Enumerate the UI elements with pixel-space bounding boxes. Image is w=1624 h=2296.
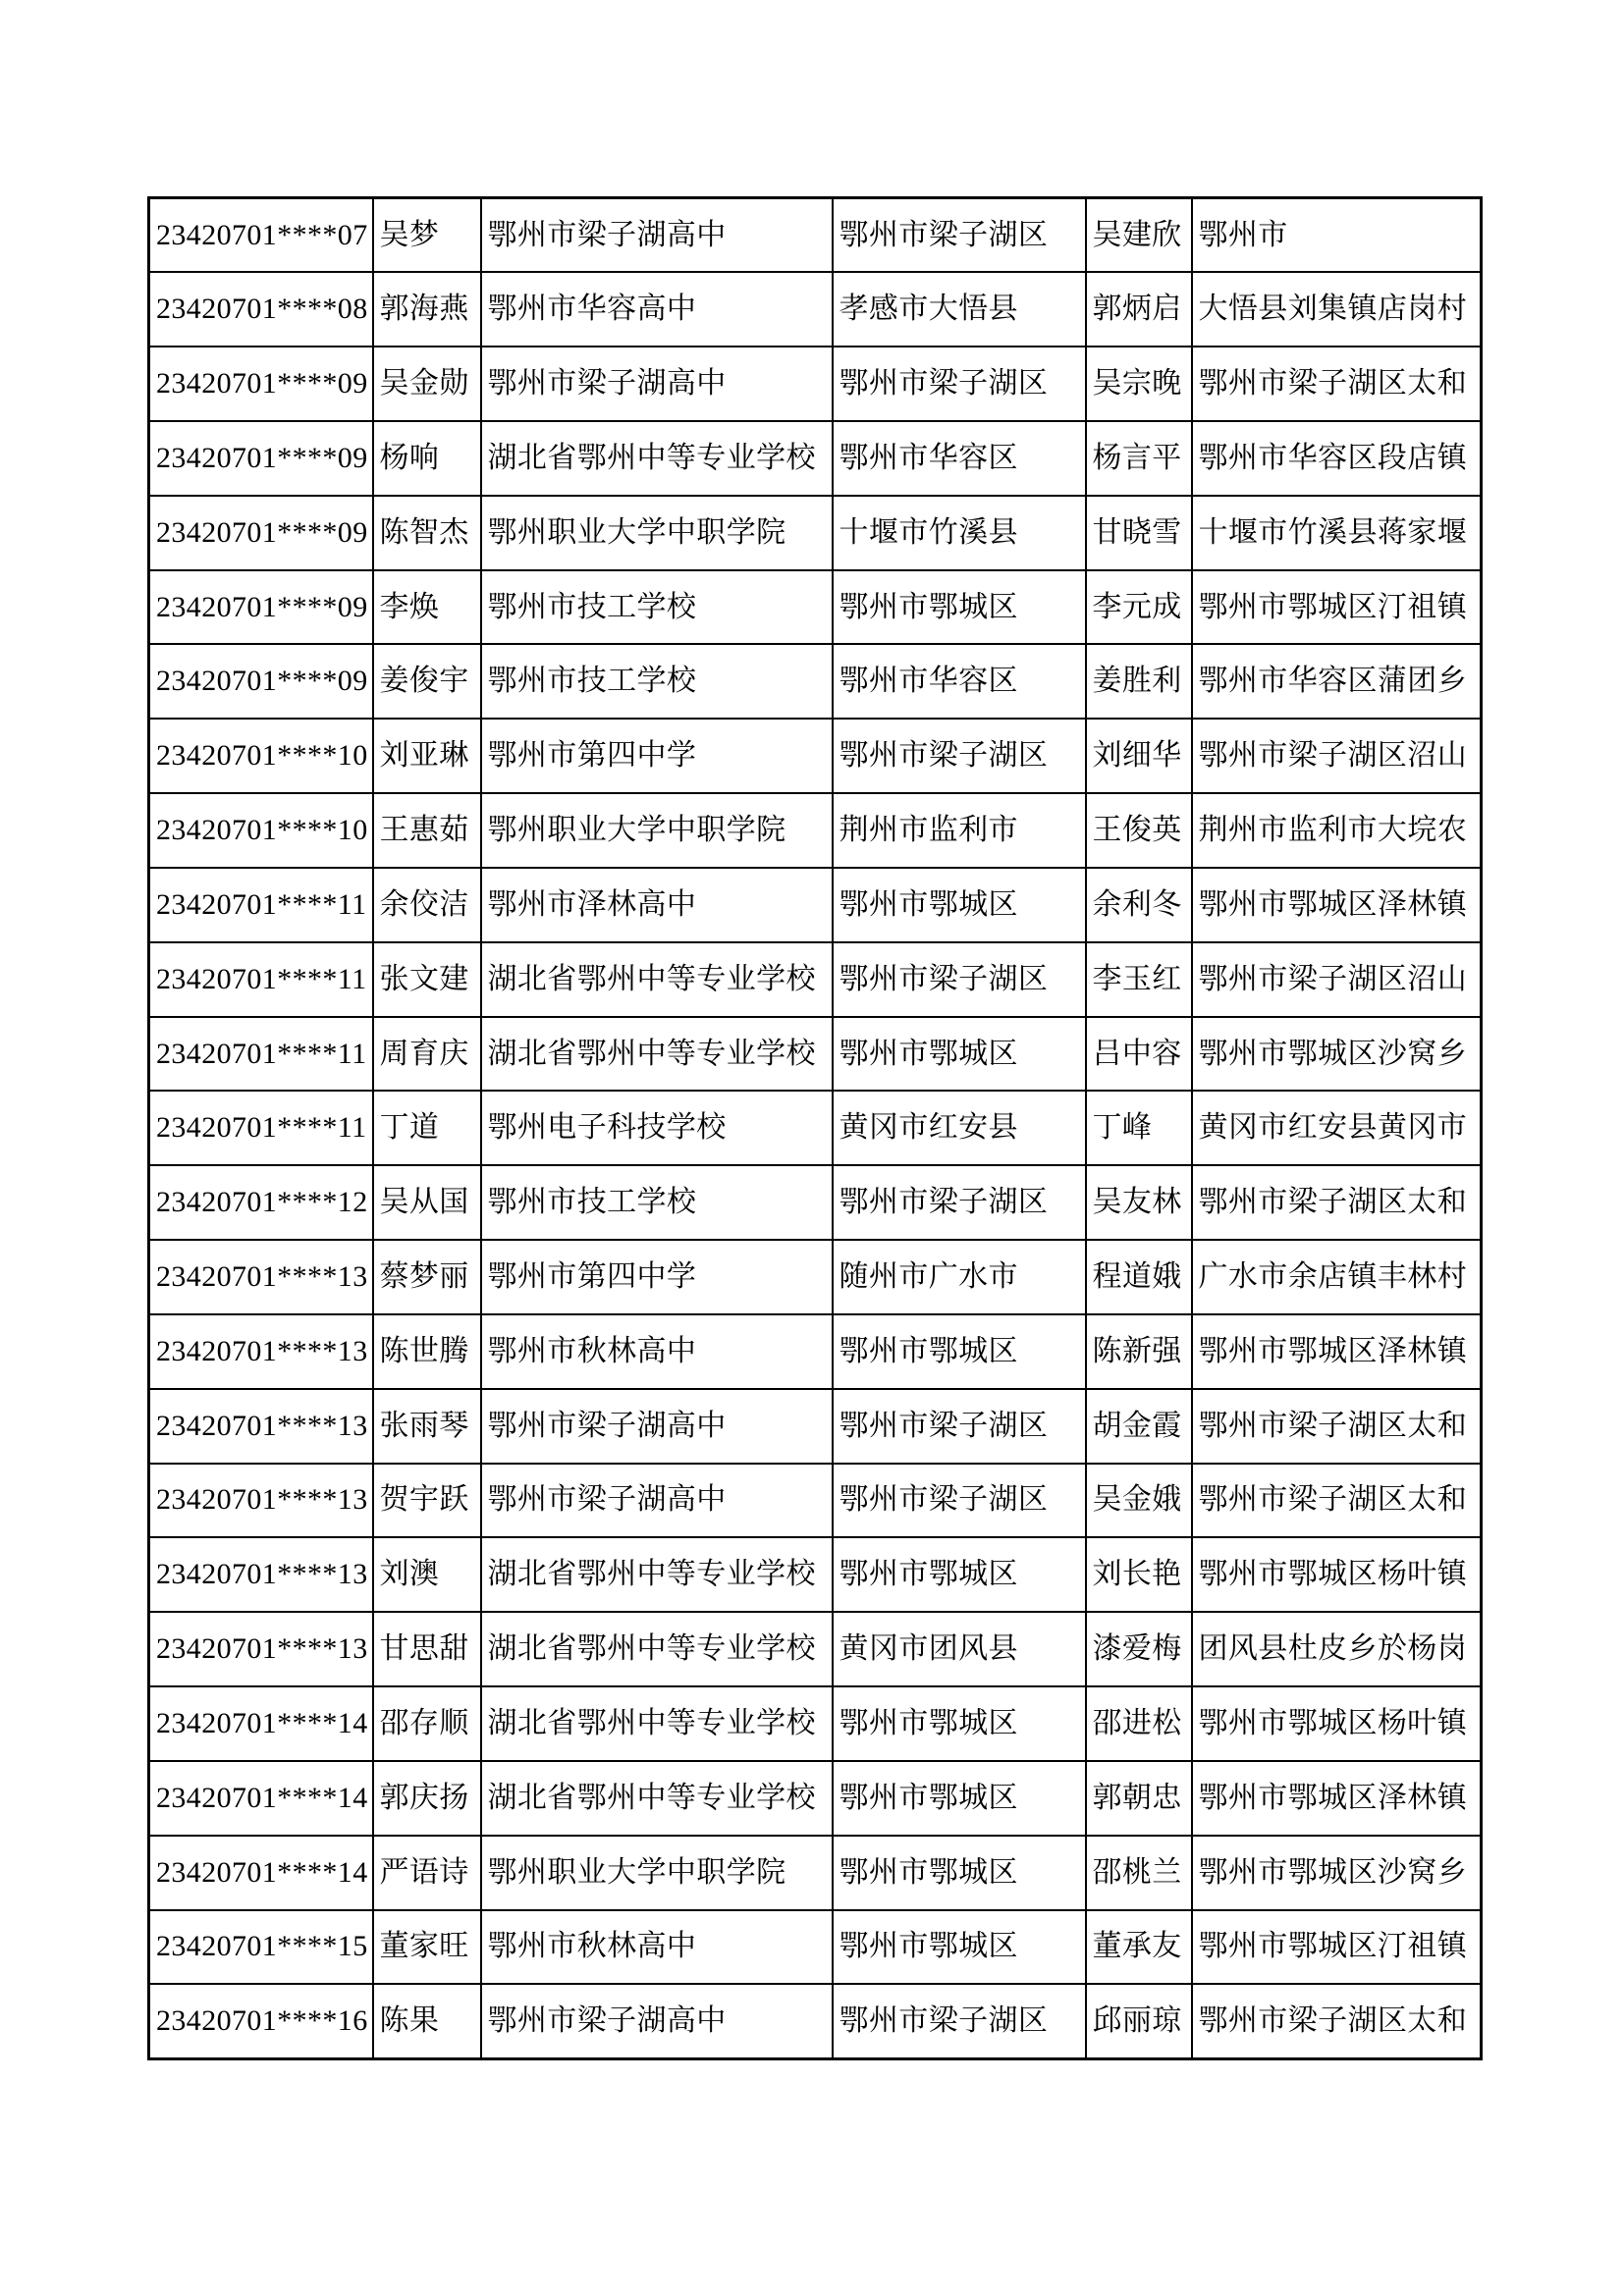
cell-address: 鄂州市鄂城区沙窝乡 <box>1192 1017 1482 1092</box>
cell-address: 鄂州市华容区蒲团乡 <box>1192 644 1482 719</box>
cell-guardian-name: 邵进松 <box>1086 1686 1192 1761</box>
table-row <box>149 570 1482 645</box>
cell-origin-region: 鄂州市鄂城区 <box>833 1836 1086 1910</box>
cell-student-name: 张雨琴 <box>373 1389 481 1464</box>
cell-address: 鄂州市梁子湖区太和 <box>1192 1984 1482 2058</box>
cell-guardian-name: 李玉红 <box>1086 942 1192 1017</box>
cell-school: 鄂州市梁子湖高中 <box>481 1389 833 1464</box>
table-row <box>149 942 1482 1017</box>
cell-student-name: 丁道 <box>373 1091 481 1165</box>
table-row <box>149 1017 1482 1092</box>
cell-school: 鄂州市秋林高中 <box>481 1910 833 1985</box>
cell-school: 鄂州市技工学校 <box>481 644 833 719</box>
cell-address: 鄂州市鄂城区杨叶镇 <box>1192 1537 1482 1612</box>
table-row <box>149 1612 1482 1686</box>
cell-origin-region: 鄂州市鄂城区 <box>833 1761 1086 1836</box>
cell-student-id: 23420701****13 <box>149 1240 373 1314</box>
table-row <box>149 496 1482 570</box>
cell-student-id: 23420701****10 <box>149 719 373 793</box>
cell-origin-region: 鄂州市华容区 <box>833 644 1086 719</box>
cell-guardian-name: 李元成 <box>1086 570 1192 645</box>
cell-school: 鄂州市秋林高中 <box>481 1314 833 1389</box>
cell-origin-region: 黄冈市团风县 <box>833 1612 1086 1686</box>
table-row <box>149 272 1482 347</box>
cell-origin-region: 荆州市监利市 <box>833 793 1086 868</box>
cell-origin-region: 鄂州市梁子湖区 <box>833 1165 1086 1240</box>
cell-guardian-name: 吴建欣 <box>1086 198 1192 273</box>
cell-address: 荆州市监利市大垸农 <box>1192 793 1482 868</box>
roster-table <box>147 196 1483 2060</box>
cell-school: 鄂州市梁子湖高中 <box>481 347 833 421</box>
cell-school: 湖北省鄂州中等专业学校 <box>481 1612 833 1686</box>
cell-student-name: 贺宇跃 <box>373 1464 481 1538</box>
cell-address: 鄂州市梁子湖区沼山 <box>1192 942 1482 1017</box>
cell-student-id: 23420701****14 <box>149 1836 373 1910</box>
cell-student-id: 23420701****14 <box>149 1686 373 1761</box>
cell-guardian-name: 刘细华 <box>1086 719 1192 793</box>
cell-address: 鄂州市鄂城区杨叶镇 <box>1192 1686 1482 1761</box>
table-row <box>149 1910 1482 1985</box>
cell-school: 鄂州电子科技学校 <box>481 1091 833 1165</box>
cell-student-name: 邵存顺 <box>373 1686 481 1761</box>
cell-student-name: 吴从国 <box>373 1165 481 1240</box>
cell-student-id: 23420701****11 <box>149 1091 373 1165</box>
cell-origin-region: 孝感市大悟县 <box>833 272 1086 347</box>
cell-guardian-name: 姜胜利 <box>1086 644 1192 719</box>
cell-school: 鄂州市梁子湖高中 <box>481 1984 833 2058</box>
cell-student-name: 甘思甜 <box>373 1612 481 1686</box>
table-row <box>149 1686 1482 1761</box>
cell-student-id: 23420701****13 <box>149 1537 373 1612</box>
cell-origin-region: 鄂州市鄂城区 <box>833 1017 1086 1092</box>
cell-school: 湖北省鄂州中等专业学校 <box>481 1017 833 1092</box>
cell-origin-region: 鄂州市华容区 <box>833 421 1086 496</box>
cell-student-name: 郭海燕 <box>373 272 481 347</box>
cell-origin-region: 鄂州市梁子湖区 <box>833 942 1086 1017</box>
table-row <box>149 1389 1482 1464</box>
cell-school: 湖北省鄂州中等专业学校 <box>481 421 833 496</box>
cell-address: 鄂州市梁子湖区太和 <box>1192 1165 1482 1240</box>
cell-student-name: 刘亚琳 <box>373 719 481 793</box>
cell-student-id: 23420701****13 <box>149 1389 373 1464</box>
cell-guardian-name: 杨言平 <box>1086 421 1192 496</box>
cell-school: 鄂州职业大学中职学院 <box>481 1836 833 1910</box>
cell-address: 鄂州市梁子湖区太和 <box>1192 1389 1482 1464</box>
cell-student-name: 王惠茹 <box>373 793 481 868</box>
cell-school: 鄂州职业大学中职学院 <box>481 496 833 570</box>
table-row <box>149 644 1482 719</box>
table-row <box>149 1836 1482 1910</box>
cell-guardian-name: 丁峰 <box>1086 1091 1192 1165</box>
cell-guardian-name: 刘长艳 <box>1086 1537 1192 1612</box>
table-row <box>149 198 1482 273</box>
cell-guardian-name: 郭炳启 <box>1086 272 1192 347</box>
cell-origin-region: 鄂州市鄂城区 <box>833 868 1086 942</box>
cell-guardian-name: 吴友林 <box>1086 1165 1192 1240</box>
cell-origin-region: 鄂州市梁子湖区 <box>833 1984 1086 2058</box>
cell-student-id: 23420701****14 <box>149 1761 373 1836</box>
cell-school: 湖北省鄂州中等专业学校 <box>481 1537 833 1612</box>
table-row <box>149 1314 1482 1389</box>
cell-student-name: 吴梦 <box>373 198 481 273</box>
cell-address: 鄂州市鄂城区泽林镇 <box>1192 1314 1482 1389</box>
cell-origin-region: 鄂州市梁子湖区 <box>833 719 1086 793</box>
cell-student-name: 陈果 <box>373 1984 481 2058</box>
cell-address: 黄冈市红安县黄冈市 <box>1192 1091 1482 1165</box>
table-row <box>149 1984 1482 2058</box>
cell-origin-region: 鄂州市梁子湖区 <box>833 347 1086 421</box>
cell-address: 鄂州市梁子湖区太和 <box>1192 347 1482 421</box>
cell-address: 广水市余店镇丰林村 <box>1192 1240 1482 1314</box>
cell-school: 鄂州市技工学校 <box>481 570 833 645</box>
cell-origin-region: 十堰市竹溪县 <box>833 496 1086 570</box>
cell-address: 鄂州市鄂城区泽林镇 <box>1192 1761 1482 1836</box>
cell-address: 团风县杜皮乡於杨岗 <box>1192 1612 1482 1686</box>
cell-guardian-name: 胡金霞 <box>1086 1389 1192 1464</box>
cell-school: 鄂州市技工学校 <box>481 1165 833 1240</box>
cell-student-id: 23420701****12 <box>149 1165 373 1240</box>
cell-address: 鄂州市鄂城区汀祖镇 <box>1192 1910 1482 1985</box>
cell-student-id: 23420701****09 <box>149 347 373 421</box>
cell-student-id: 23420701****13 <box>149 1314 373 1389</box>
cell-school: 鄂州市梁子湖高中 <box>481 198 833 273</box>
cell-student-name: 杨响 <box>373 421 481 496</box>
cell-origin-region: 随州市广水市 <box>833 1240 1086 1314</box>
cell-school: 鄂州市第四中学 <box>481 719 833 793</box>
cell-student-name: 周育庆 <box>373 1017 481 1092</box>
cell-guardian-name: 邵桃兰 <box>1086 1836 1192 1910</box>
cell-guardian-name: 吴金娥 <box>1086 1464 1192 1538</box>
cell-address: 鄂州市梁子湖区太和 <box>1192 1464 1482 1538</box>
table-row <box>149 1165 1482 1240</box>
table-row <box>149 719 1482 793</box>
cell-guardian-name: 董承友 <box>1086 1910 1192 1985</box>
cell-guardian-name: 郭朝忠 <box>1086 1761 1192 1836</box>
cell-student-id: 23420701****10 <box>149 793 373 868</box>
table-row <box>149 1464 1482 1538</box>
cell-student-id: 23420701****09 <box>149 496 373 570</box>
table-row <box>149 793 1482 868</box>
cell-student-name: 郭庆扬 <box>373 1761 481 1836</box>
cell-student-id: 23420701****16 <box>149 1984 373 2058</box>
cell-origin-region: 鄂州市梁子湖区 <box>833 1464 1086 1538</box>
cell-address: 鄂州市梁子湖区沼山 <box>1192 719 1482 793</box>
table-row <box>149 1240 1482 1314</box>
cell-school: 湖北省鄂州中等专业学校 <box>481 942 833 1017</box>
cell-address: 鄂州市 <box>1192 198 1482 273</box>
cell-guardian-name: 陈新强 <box>1086 1314 1192 1389</box>
cell-student-id: 23420701****15 <box>149 1910 373 1985</box>
cell-guardian-name: 漆爱梅 <box>1086 1612 1192 1686</box>
cell-student-id: 23420701****07 <box>149 198 373 273</box>
table-row <box>149 1761 1482 1836</box>
cell-student-name: 刘澳 <box>373 1537 481 1612</box>
cell-student-name: 李焕 <box>373 570 481 645</box>
cell-address: 鄂州市鄂城区沙窝乡 <box>1192 1836 1482 1910</box>
cell-origin-region: 鄂州市鄂城区 <box>833 1314 1086 1389</box>
cell-address: 鄂州市华容区段店镇 <box>1192 421 1482 496</box>
cell-student-name: 张文建 <box>373 942 481 1017</box>
cell-school: 鄂州市梁子湖高中 <box>481 1464 833 1538</box>
cell-student-name: 余佼洁 <box>373 868 481 942</box>
cell-student-id: 23420701****09 <box>149 644 373 719</box>
cell-origin-region: 鄂州市梁子湖区 <box>833 1389 1086 1464</box>
cell-guardian-name: 吴宗晚 <box>1086 347 1192 421</box>
table-row <box>149 1537 1482 1612</box>
cell-address: 鄂州市鄂城区汀祖镇 <box>1192 570 1482 645</box>
cell-origin-region: 黄冈市红安县 <box>833 1091 1086 1165</box>
cell-school: 湖北省鄂州中等专业学校 <box>481 1686 833 1761</box>
cell-student-name: 陈世腾 <box>373 1314 481 1389</box>
cell-address: 鄂州市鄂城区泽林镇 <box>1192 868 1482 942</box>
table-row <box>149 347 1482 421</box>
table-row <box>149 421 1482 496</box>
cell-guardian-name: 吕中容 <box>1086 1017 1192 1092</box>
cell-guardian-name: 王俊英 <box>1086 793 1192 868</box>
cell-student-id: 23420701****09 <box>149 421 373 496</box>
cell-address: 十堰市竹溪县蒋家堰 <box>1192 496 1482 570</box>
cell-student-name: 姜俊宇 <box>373 644 481 719</box>
cell-student-id: 23420701****11 <box>149 942 373 1017</box>
cell-school: 鄂州市泽林高中 <box>481 868 833 942</box>
cell-student-id: 23420701****11 <box>149 1017 373 1092</box>
cell-student-name: 严语诗 <box>373 1836 481 1910</box>
cell-student-id: 23420701****11 <box>149 868 373 942</box>
cell-guardian-name: 甘晓雪 <box>1086 496 1192 570</box>
cell-address: 大悟县刘集镇店岗村 <box>1192 272 1482 347</box>
cell-school: 鄂州市华容高中 <box>481 272 833 347</box>
cell-guardian-name: 程道娥 <box>1086 1240 1192 1314</box>
cell-student-name: 吴金勋 <box>373 347 481 421</box>
table-row <box>149 868 1482 942</box>
roster-table-body <box>149 198 1482 2059</box>
cell-school: 鄂州市第四中学 <box>481 1240 833 1314</box>
cell-origin-region: 鄂州市梁子湖区 <box>833 198 1086 273</box>
cell-origin-region: 鄂州市鄂城区 <box>833 1537 1086 1612</box>
table-row <box>149 1091 1482 1165</box>
cell-guardian-name: 余利冬 <box>1086 868 1192 942</box>
cell-student-id: 23420701****13 <box>149 1612 373 1686</box>
cell-student-id: 23420701****13 <box>149 1464 373 1538</box>
cell-student-name: 董家旺 <box>373 1910 481 1985</box>
cell-student-id: 23420701****09 <box>149 570 373 645</box>
cell-school: 湖北省鄂州中等专业学校 <box>481 1761 833 1836</box>
cell-student-id: 23420701****08 <box>149 272 373 347</box>
cell-school: 鄂州职业大学中职学院 <box>481 793 833 868</box>
cell-student-name: 陈智杰 <box>373 496 481 570</box>
cell-origin-region: 鄂州市鄂城区 <box>833 1910 1086 1985</box>
cell-origin-region: 鄂州市鄂城区 <box>833 1686 1086 1761</box>
cell-guardian-name: 邱丽琼 <box>1086 1984 1192 2058</box>
cell-student-name: 蔡梦丽 <box>373 1240 481 1314</box>
cell-origin-region: 鄂州市鄂城区 <box>833 570 1086 645</box>
